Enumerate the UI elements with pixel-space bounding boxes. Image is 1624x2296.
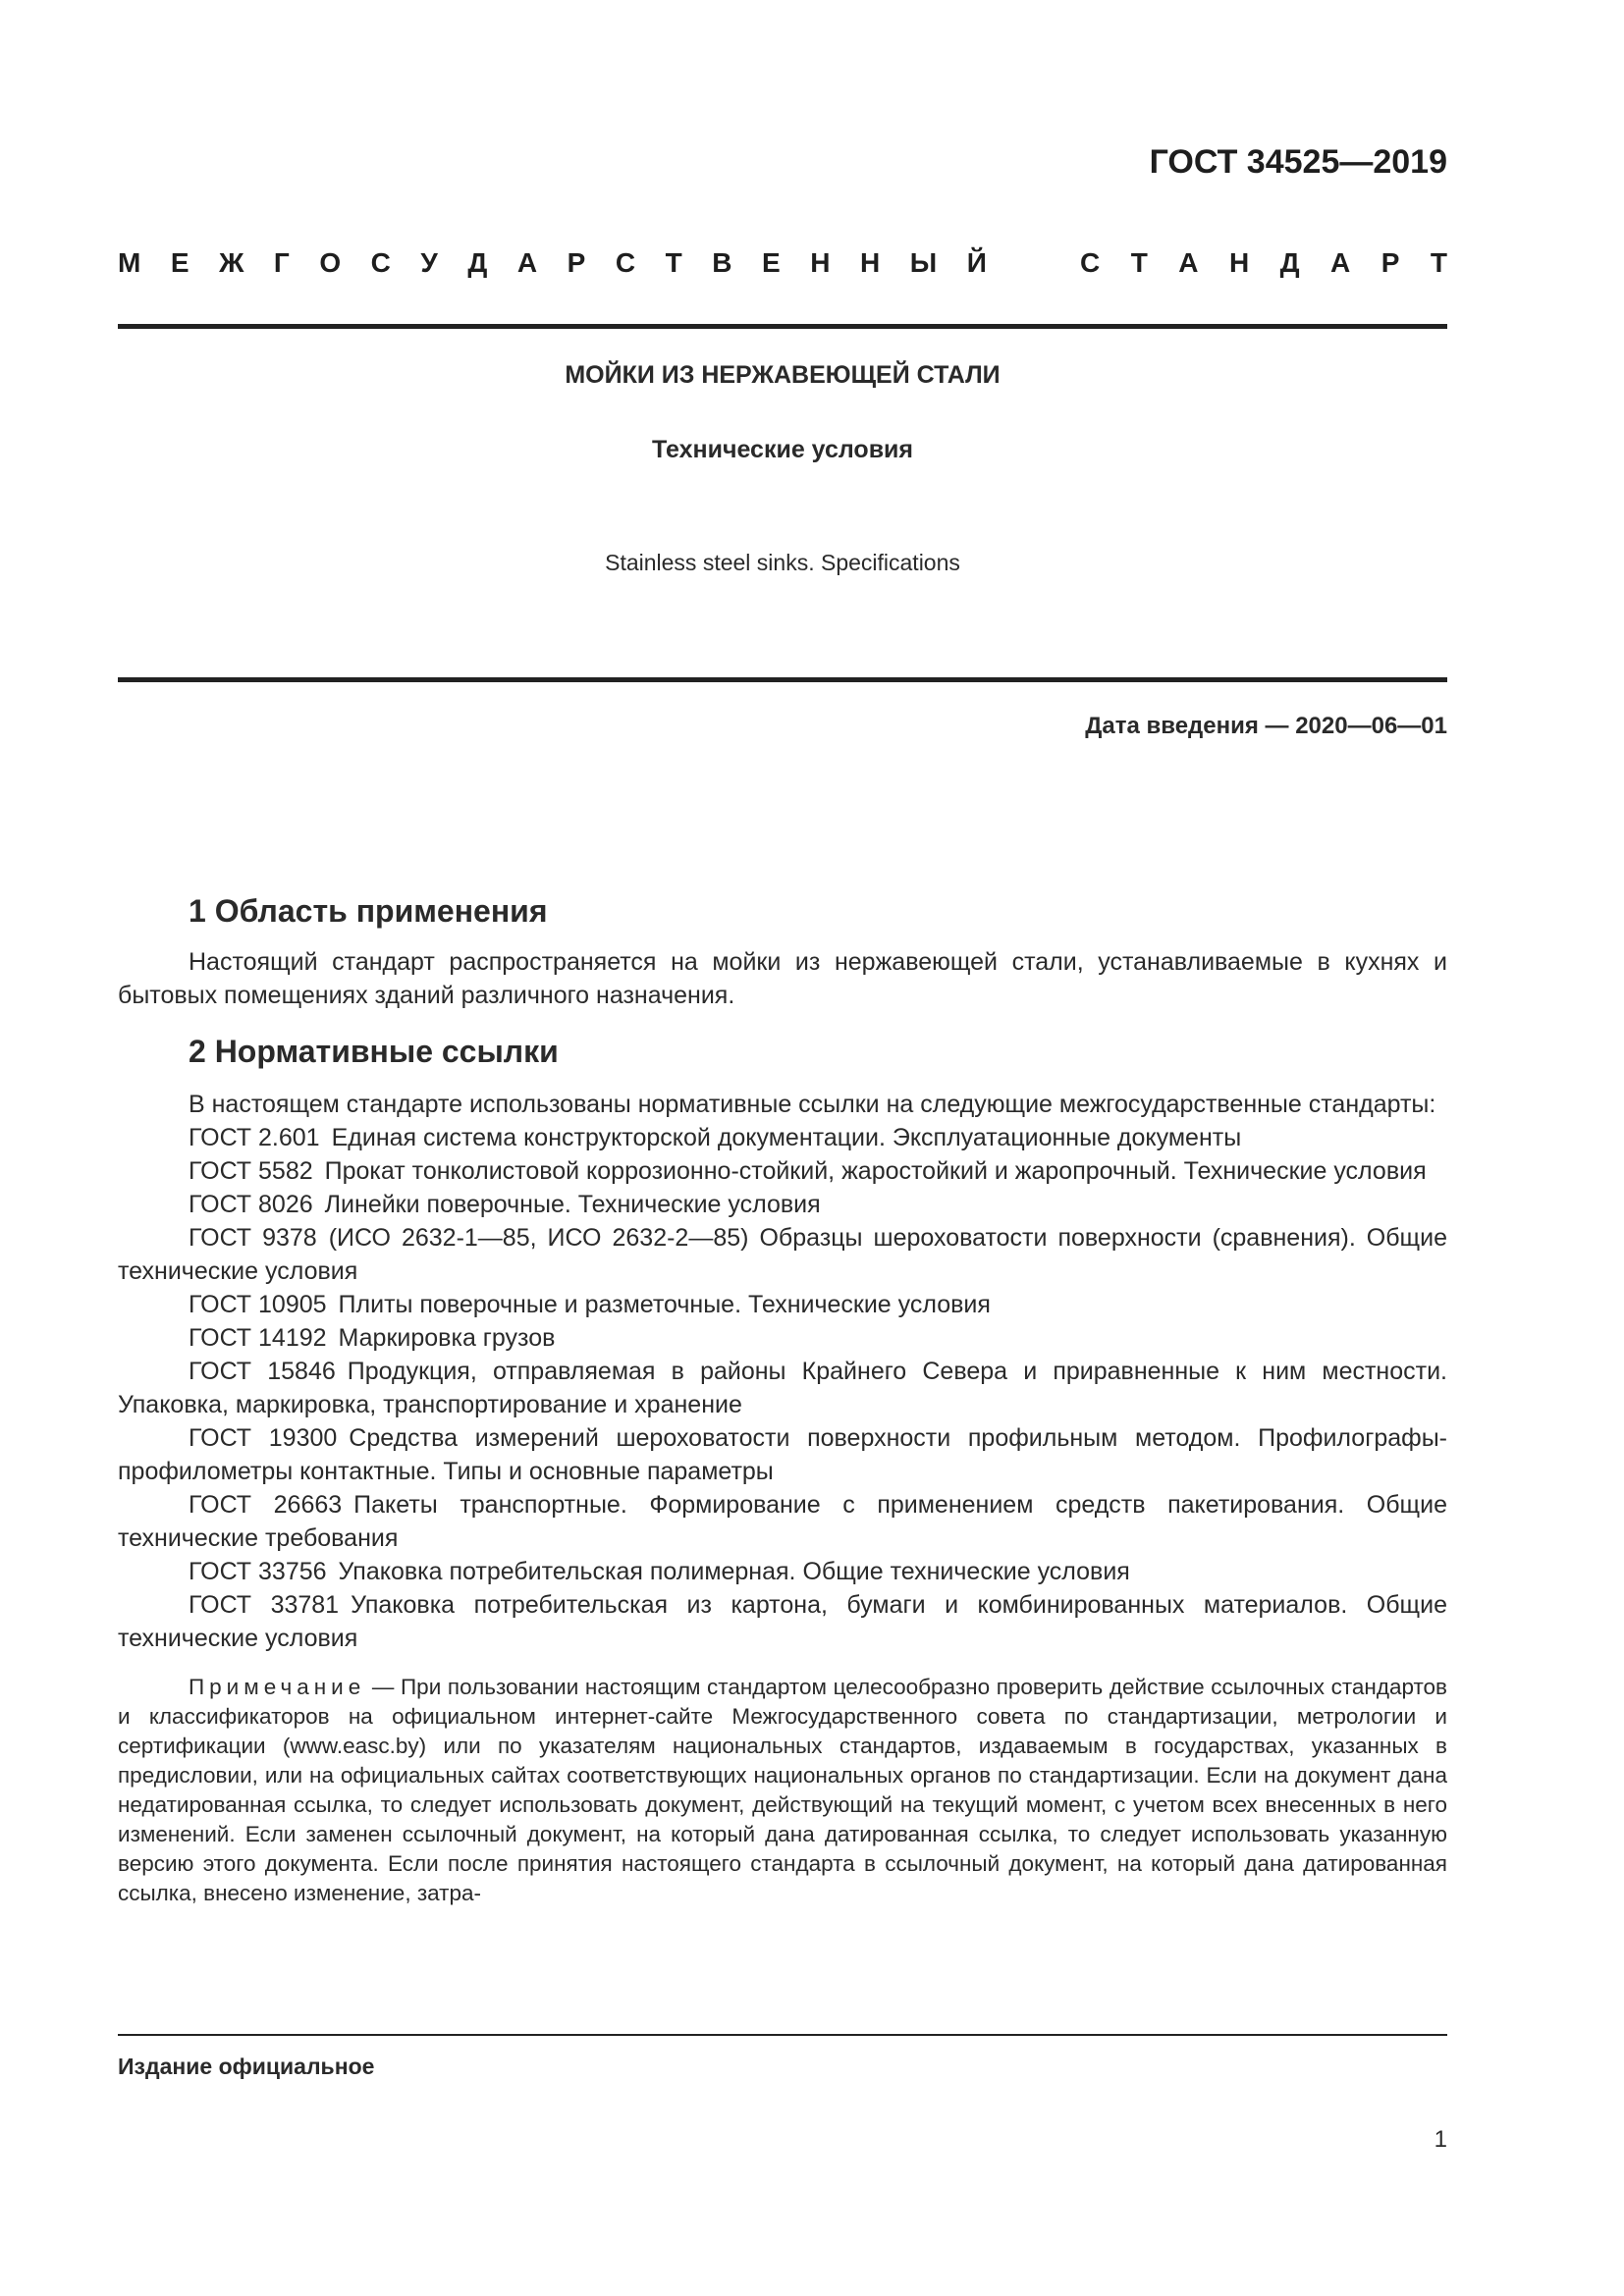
banner-word-interstate — [118, 247, 987, 279]
reference-item — [118, 1421, 1447, 1488]
reference-code: ГОСТ 33781 — [189, 1591, 340, 1619]
title-divider — [118, 677, 1447, 682]
introduction-date: Дата введения — 2020—06—01 — [1085, 713, 1447, 739]
banner-letter: Н — [810, 247, 831, 278]
reference-item — [118, 1188, 1447, 1221]
reference-code: ГОСТ 10905 — [189, 1291, 327, 1318]
banner-letter: Й — [966, 247, 987, 278]
reference-note — [118, 1673, 1447, 1908]
top-divider — [118, 324, 1447, 329]
banner-letter: Е — [762, 247, 781, 278]
note-text: — При пользовании настоящим стандартом целесообразно проверить действие ссылочных стандартов и классификаторов на официальном интернет-сайте Межгосударственного совета по стандартизации, метрологии и сертификации (www.easc.by) или по указателям национальных стандартов, издаваемым в государствах, указанных в предисловии, или на официальных сайтах соответствующих национальных органов по стандартизации. Если на документ дана недатированная ссылка, то следует использовать документ, действующий на текущий момент, с учетом всех внесенных в него изменений. Если заменен ссылочный документ, на который дана датированная ссылка, то следует использовать указанную версию этого документа. Если после принятия настоящего стандарта в ссылочный документ, на который дана датированная ссылка, внесено изменение, затра- — [118, 1675, 1447, 1905]
document-subtitle: Технические условия — [651, 436, 914, 463]
banner-letter: Т — [1130, 247, 1148, 278]
banner-letter: Т — [665, 247, 682, 278]
section-1-text: Настоящий стандарт распространяется на мойки из нержавеющей стали, устанавливаемые в кухнях и бытовых помещениях зданий различного назначения. — [118, 948, 1447, 1009]
banner-letter: Н — [1228, 247, 1250, 278]
reference-title: Маркировка грузов — [338, 1324, 556, 1352]
reference-code: ГОСТ 2.601 — [189, 1124, 320, 1151]
banner-letter: Ж — [219, 247, 244, 278]
reference-item — [118, 1288, 1447, 1321]
banner-letter: Р — [1380, 247, 1400, 278]
reference-item — [118, 1488, 1447, 1555]
reference-item — [118, 1355, 1447, 1421]
banner-letter: В — [712, 247, 732, 278]
reference-title: Прокат тонколистовой коррозионно-стойкий, жаростойкий и жаропрочный. Технические условия — [324, 1157, 1427, 1185]
reference-code: ГОСТ 26663 — [189, 1491, 343, 1519]
note-label: Примечание — [189, 1675, 366, 1699]
banner-letter: Н — [859, 247, 881, 278]
banner-word-standard — [1080, 247, 1447, 279]
reference-title: Линейки поверочные. Технические условия — [324, 1191, 821, 1218]
reference-item — [118, 1121, 1447, 1154]
banner-letter: Е — [170, 247, 189, 278]
reference-code: ГОСТ 19300 — [189, 1424, 338, 1452]
reference-title: Продукция, отправляемая в районы Крайнего Севера и приравненные к ним местности. Упаковка, маркировка, транспортирование и хранение — [118, 1358, 1448, 1418]
reference-code: ГОСТ 8026 — [189, 1191, 313, 1218]
reference-item — [118, 1321, 1447, 1355]
reference-title: Упаковка потребительская полимерная. Общие технические условия — [338, 1558, 1130, 1585]
banner-letter: Д — [467, 247, 488, 278]
banner-letter: М — [118, 247, 141, 278]
reference-item — [118, 1154, 1447, 1188]
banner-letter: С — [1080, 247, 1101, 278]
reference-title: Единая система конструкторской документации. Эксплуатационные документы — [331, 1124, 1242, 1151]
banner-letter: С — [615, 247, 636, 278]
document-body — [118, 893, 1447, 1908]
banner-letter: У — [420, 247, 438, 278]
reference-title: Плиты поверочные и разметочные. Технические условия — [338, 1291, 991, 1318]
reference-item — [118, 1588, 1447, 1655]
banner-letter: С — [370, 247, 391, 278]
standard-number: ГОСТ 34525—2019 — [1149, 143, 1447, 181]
reference-title: Пакеты транспортные. Формирование с применением средств пакетирования. Общие технические требования — [118, 1491, 1447, 1552]
reference-item — [118, 1555, 1447, 1588]
banner-letter: О — [319, 247, 342, 278]
reference-code: ГОСТ 14192 — [189, 1324, 327, 1352]
reference-title: Упаковка потребительская из картона, бумаги и комбинированных материалов. Общие технические условия — [118, 1591, 1447, 1652]
reference-code: ГОСТ 5582 — [189, 1157, 313, 1185]
banner-letter: А — [516, 247, 538, 278]
footer-divider — [118, 2034, 1447, 2036]
section-2-intro: В настоящем стандарте использованы нормативные ссылки на следующие межгосударственные стандарты: — [189, 1091, 1436, 1118]
reference-code: ГОСТ 33756 — [189, 1558, 327, 1585]
banner-letter: Р — [567, 247, 586, 278]
banner-letter: А — [1330, 247, 1351, 278]
banner-letter: Д — [1279, 247, 1300, 278]
banner-letter: Т — [1430, 247, 1447, 278]
banner-letter: А — [1178, 247, 1199, 278]
document-title: МОЙКИ ИЗ НЕРЖАВЕЮЩЕЙ СТАЛИ — [565, 361, 1001, 389]
banner-letter: Г — [273, 247, 290, 278]
banner-letter: Ы — [909, 247, 938, 278]
reference-item — [118, 1221, 1447, 1288]
reference-title: (ИСО 2632-1—85, ИСО 2632-2—85) Образцы шероховатости поверхности (сравнения). Общие технические условия — [118, 1224, 1447, 1285]
reference-code: ГОСТ 9378 — [189, 1224, 317, 1252]
normative-references-list — [118, 1121, 1447, 1655]
section-2-heading: 2 Нормативные ссылки — [189, 1034, 559, 1069]
english-title: Stainless steel sinks. Specifications — [605, 550, 960, 575]
section-1-heading: 1 Область применения — [189, 893, 548, 929]
page-number: 1 — [1434, 2126, 1447, 2153]
reference-title: Средства измерений шероховатости поверхности профильным методом. Профилографы-профилометры контактные. Типы и основные параметры — [118, 1424, 1447, 1485]
interstate-standard-banner — [118, 247, 1447, 279]
official-edition-label: Издание официальное — [118, 2054, 375, 2079]
reference-code: ГОСТ 15846 — [189, 1358, 336, 1385]
